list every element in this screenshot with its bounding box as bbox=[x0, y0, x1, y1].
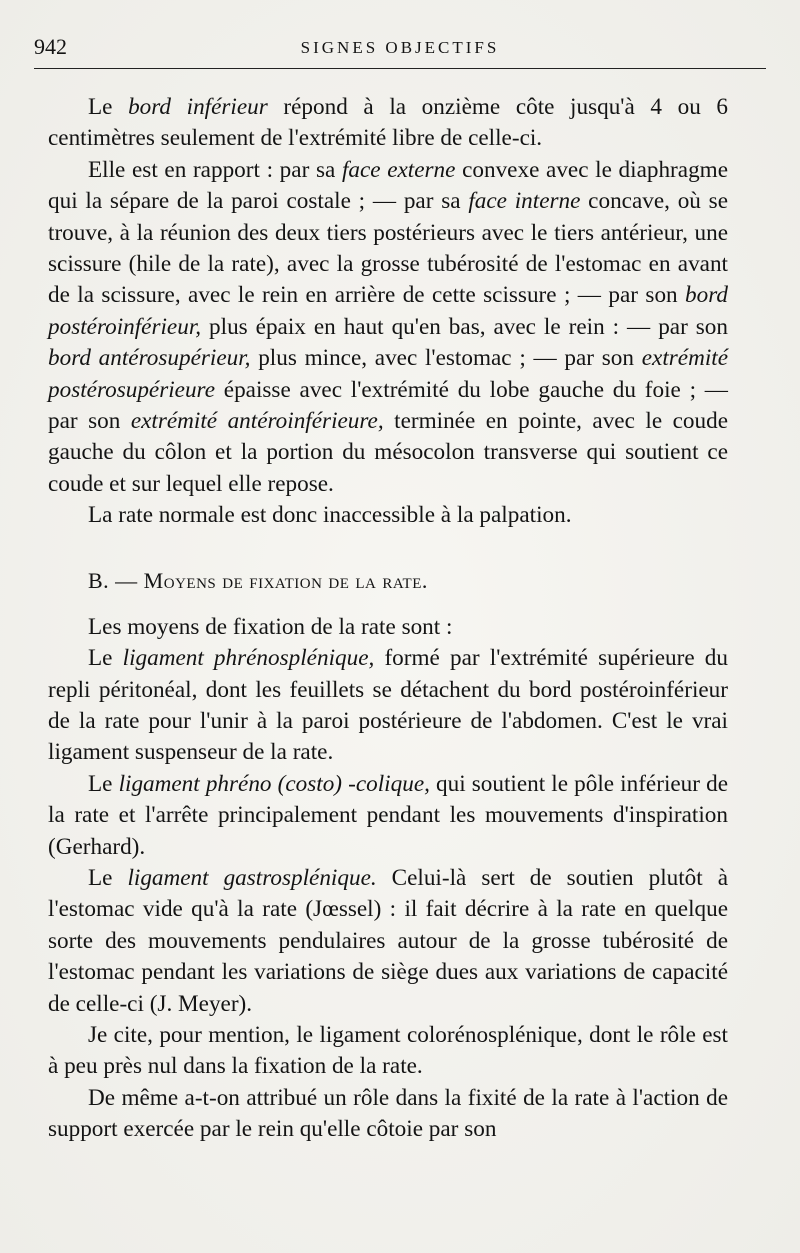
paragraph-bord-inferieur bbox=[48, 92, 728, 155]
paragraph-moyens: Les moyens de fixation de la rate sont : bbox=[88, 613, 453, 640]
page-number: 942 bbox=[34, 34, 67, 59]
paragraph-rein-support: De même a-t-on attribué un rôle dans la fixité de la rate à l'action de support exercée par le rein qu'elle côtoie par son bbox=[48, 1084, 728, 1143]
text-span: concave, où se trouve, à la réunion des deux tiers postérieurs avec le tiers antérieur, une scissure (hile de la rate), avec la grosse tubérosité de l'estomac en avant de la scissure, avec le rein en arrière de cette scissure ; — par son bbox=[48, 188, 728, 309]
italic-term: ligament phréno (costo) -colique, bbox=[118, 770, 430, 797]
paragraph-ligament-phrenosplenique bbox=[48, 643, 728, 769]
italic-term: extrémité antéroinférieure, bbox=[130, 408, 384, 435]
header-rule bbox=[34, 68, 766, 69]
text-span: Celui-là sert de soutien plutôt à l'estomac vide qu'à la rate (Jœssel) : il fait décrire à la rate en quelque sorte des mouvements pendulaires autour de la grosse tubérosité de l'estomac pendant les variations de siège dues aux variations de capacité de celle-ci (J. Meyer). bbox=[48, 864, 728, 1017]
italic-term: ligament gastrosplénique. bbox=[127, 864, 377, 891]
text-span: Le bbox=[88, 864, 128, 891]
paragraph-colorenosplenique: Je cite, pour mention, le ligament colorénosplénique, dont le rôle est à peu près nul dans la fixation de la rate. bbox=[48, 1021, 728, 1080]
italic-term: ligament phrénosplénique, bbox=[122, 645, 375, 672]
paragraph-rapports bbox=[48, 155, 728, 500]
text-span: convexe avec le diaphragme qui la sépare de la paroi costale ; — par sa bbox=[48, 156, 728, 215]
italic-term: bord postéroinférieur, bbox=[48, 282, 728, 340]
text-span: Elle est en rapport : par sa bbox=[88, 156, 342, 183]
page-header bbox=[34, 30, 766, 70]
page-body bbox=[48, 92, 728, 1146]
italic-term: bord inférieur bbox=[128, 94, 268, 120]
text-span: terminée en pointe, avec le coude gauche du côlon et la portion du mésocolon transverse qui soutient ce coude et sur lequel elle repose. bbox=[48, 408, 728, 497]
text-span: épaisse avec l'extrémité du lobe gauche du foie ; — par son bbox=[48, 376, 728, 435]
section-heading: B. — Moyens de fixation de la rate. bbox=[88, 567, 428, 593]
italic-term: face interne bbox=[468, 188, 581, 215]
paragraph-palpation: La rate normale est donc inaccessible à la palpation. bbox=[88, 502, 572, 529]
running-head: SIGNES OBJECTIFS bbox=[300, 38, 500, 57]
text-span: formé par l'extrémité supérieure du repli péritonéal, dont les feuillets se détachent du bord postéroinférieur de la rate pour l'unir à la paroi postérieure de l'abdomen. C'est le vrai ligament suspenseur de la rate. bbox=[48, 645, 728, 766]
text-span: plus épaix en haut qu'en bas, avec le rein : — par son bbox=[201, 313, 728, 340]
paragraph-ligament-gastrosplenique bbox=[48, 863, 728, 1020]
text-span: qui soutient le pôle inférieur de la rate et l'arrête principalement pendant les mouvements d'inspiration (Gerhard). bbox=[48, 770, 728, 860]
text-span: répond à la onzième côte jusqu'à 4 ou 6 centimètres seulement de l'extrémité libre de celle-ci. bbox=[48, 94, 728, 152]
text-span: plus mince, avec l'estomac ; — par son bbox=[250, 345, 642, 372]
text-span: Le bbox=[88, 94, 129, 120]
italic-term: extrémité postérosupérieure bbox=[48, 345, 728, 403]
text-span: Le bbox=[88, 770, 119, 797]
text-span: Le bbox=[88, 645, 123, 672]
paragraph-ligament-phreno-colique bbox=[48, 769, 728, 863]
italic-term: bord antérosupérieur, bbox=[48, 345, 251, 372]
italic-term: face externe bbox=[341, 156, 456, 183]
